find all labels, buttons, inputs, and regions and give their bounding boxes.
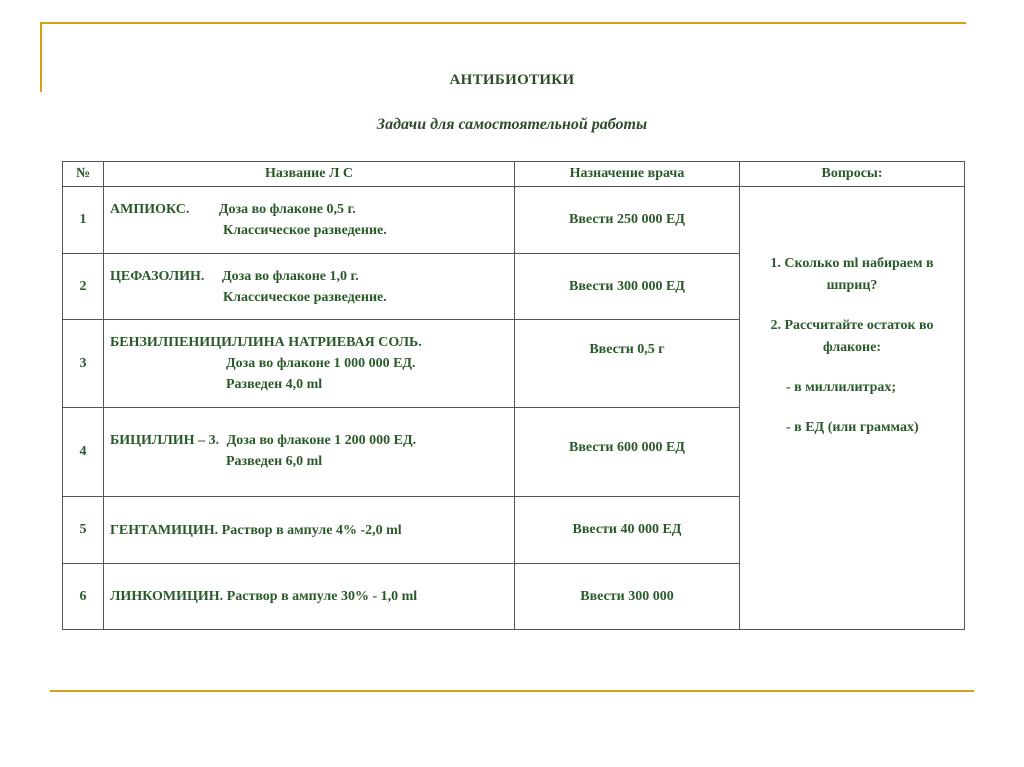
drug-note: Разведен 4,0 ml [226,377,323,392]
row-name [104,320,515,408]
page-title: АНТИБИОТИКИ [449,72,575,88]
frame-bottom-line [50,690,974,692]
row-order: Ввести 0,5 г [515,320,740,408]
row-num: 6 [63,564,104,630]
drug-note: Классическое разведение. [223,289,387,305]
row-name [104,254,515,320]
header-num: № [63,162,104,187]
drug-name: ЦЕФАЗОЛИН. [110,268,205,284]
header-questions: Вопросы: [740,162,965,187]
row-order: Ввести 40 000 ЕД [515,497,740,564]
drug-dose: Доза во флаконе 1 200 000 ЕД. [226,433,417,448]
row-num: 3 [63,320,104,408]
drug-name: ГЕНТАМИЦИН. [110,522,219,538]
row-name [104,564,515,630]
row-name [104,408,515,497]
question-1: 1. Сколько ml набираем в шприц? [770,256,934,293]
table-header-row [63,162,965,187]
table-row [63,187,965,254]
drug-dose: Раствор в ампуле 4% -2,0 ml [221,522,402,538]
page-subtitle: Задачи для самостоятельной работы [376,116,648,133]
row-order: Ввести 600 000 ЕД [515,408,740,497]
header-order: Назначение врача [515,162,740,187]
drug-dose: Доза во флаконе 1 000 000 ЕД. [226,356,416,371]
question-2: 2. Рассчитайте остаток во флаконе: [770,318,934,355]
row-num: 2 [63,254,104,320]
drug-name: АМПИОКС. [110,202,190,217]
drug-name: ЛИНКОМИЦИН. [110,589,224,604]
drug-note: Разведен 6,0 ml [226,454,323,469]
row-name [104,187,515,254]
question-2a: - в миллилитрах; [786,380,897,395]
row-num: 1 [63,187,104,254]
row-num: 5 [63,497,104,564]
row-name [104,497,515,564]
drug-dose: Доза во флаконе 1,0 г. [221,268,359,284]
drug-dose: Раствор в ампуле 30% - 1,0 ml [226,589,418,604]
question-2b: - в ЕД (или граммах) [786,420,919,435]
row-num: 4 [63,408,104,497]
row-order: Ввести 300 000 ЕД [515,254,740,320]
frame-top-line [40,22,966,24]
header-name: Название Л С [104,162,515,187]
drug-dose: Доза во флаконе 0,5 г. [218,202,356,217]
drug-name: БЕНЗИЛПЕНИЦИЛЛИНА НАТРИЕВАЯ СОЛЬ. [110,335,422,350]
row-order: Ввести 300 000 [515,564,740,630]
tasks-table [62,161,965,630]
row-order: Ввести 250 000 ЕД [515,187,740,254]
questions-cell [740,187,965,630]
drug-note: Классическое разведение. [223,223,387,238]
drug-name: БИЦИЛЛИН – 3. [110,433,220,448]
